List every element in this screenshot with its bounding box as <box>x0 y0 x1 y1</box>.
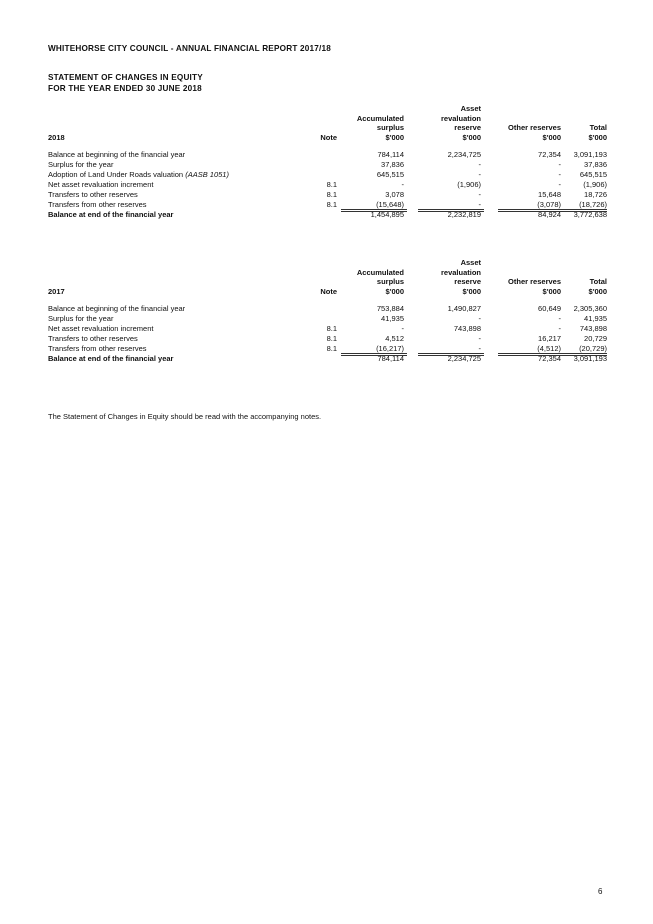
col-header: Total <box>589 123 607 132</box>
row-value: 60,649 <box>538 304 561 313</box>
row-label: Transfers from other reserves <box>48 344 147 353</box>
row-value: 2,305,360 <box>573 304 607 313</box>
row-note: 8.1 <box>326 200 337 209</box>
row-value: 3,091,193 <box>573 150 607 159</box>
footnote: The Statement of Changes in Equity should be read with the accompanying notes. <box>48 412 322 421</box>
row-note: 8.1 <box>326 180 337 189</box>
row-value: - <box>478 170 481 179</box>
row-value: 784,114 <box>377 150 404 159</box>
col-header: Asset <box>460 104 481 113</box>
table-row <box>48 170 607 180</box>
row-value: 72,354 <box>538 150 561 159</box>
table-row <box>48 160 607 170</box>
row-value: - <box>478 334 481 343</box>
row-value: - <box>558 324 561 333</box>
equity-table-2018 <box>48 104 607 220</box>
total-value: 3,772,638 <box>573 210 607 219</box>
row-value: 4,512 <box>385 334 404 343</box>
col-header: Total <box>589 277 607 286</box>
total-label: Balance at end of the financial year <box>48 210 174 219</box>
row-label-suffix: (AASB 1051) <box>185 170 229 179</box>
unit-header: $'000 <box>588 132 607 142</box>
row-value: 20,729 <box>584 334 607 343</box>
row-value: (20,729) <box>579 344 607 353</box>
unit-header: $'000 <box>385 132 404 142</box>
unit-header: $'000 <box>462 286 481 296</box>
total-value: 2,234,725 <box>447 354 481 363</box>
row-note: 8.1 <box>326 324 337 333</box>
unit-header: $'000 <box>385 286 404 296</box>
row-value: - <box>558 314 561 323</box>
row-value: - <box>478 314 481 323</box>
header-row <box>48 104 607 114</box>
row-label: Transfers from other reserves <box>48 200 147 209</box>
row-value: 37,836 <box>381 160 404 169</box>
row-value: (4,512) <box>537 344 561 353</box>
note-header: Note <box>320 286 337 296</box>
header-row <box>48 258 607 268</box>
total-row <box>48 210 607 220</box>
row-value: (18,726) <box>579 200 607 209</box>
row-value: - <box>558 180 561 189</box>
row-value: 37,836 <box>584 160 607 169</box>
row-value: 1,490,827 <box>447 304 481 313</box>
row-note: 8.1 <box>326 344 337 353</box>
total-value: 3,091,193 <box>573 354 607 363</box>
row-value: - <box>478 344 481 353</box>
unit-header: $'000 <box>462 132 481 142</box>
col-header: Accumulated <box>356 113 404 123</box>
col-header: reserve <box>454 123 481 132</box>
total-value: 1,454,895 <box>370 210 404 219</box>
row-label: Surplus for the year <box>48 160 114 169</box>
row-value: 18,726 <box>584 190 607 199</box>
row-value: (16,217) <box>376 344 404 353</box>
unit-header: $'000 <box>588 286 607 296</box>
row-label: Net asset revaluation increment <box>48 180 154 189</box>
statement-period: FOR THE YEAR ENDED 30 JUNE 2018 <box>48 84 202 93</box>
page-number: 6 <box>598 887 603 896</box>
row-value: - <box>401 324 404 333</box>
row-value: (3,078) <box>537 200 561 209</box>
row-note: 8.1 <box>326 190 337 199</box>
row-value: 41,935 <box>381 314 404 323</box>
header-row <box>48 277 607 287</box>
total-value: 784,114 <box>377 354 404 363</box>
equity-table-2017 <box>48 258 607 364</box>
col-header: revaluation <box>440 113 481 123</box>
total-value: 84,924 <box>538 210 561 219</box>
col-header: Accumulated <box>356 267 404 277</box>
row-value: (1,906) <box>457 180 481 189</box>
row-value: 3,078 <box>385 190 404 199</box>
col-header: surplus <box>376 277 404 286</box>
row-label: Net asset revaluation increment <box>48 324 154 333</box>
year-label: 2018 <box>48 132 65 142</box>
unit-header: $'000 <box>542 286 561 296</box>
row-label: Transfers to other reserves <box>48 334 138 343</box>
year-label: 2017 <box>48 286 65 296</box>
row-value: - <box>401 180 404 189</box>
row-value: 16,217 <box>538 334 561 343</box>
unit-header: $'000 <box>542 132 561 142</box>
total-row <box>48 354 607 364</box>
note-header: Note <box>320 132 337 142</box>
col-header: Other reserves <box>508 123 561 132</box>
row-value: 2,234,725 <box>447 150 481 159</box>
row-value: - <box>558 160 561 169</box>
row-value: (15,648) <box>376 200 404 209</box>
row-value: (1,906) <box>583 180 607 189</box>
header-row <box>48 287 607 297</box>
row-value: - <box>478 190 481 199</box>
row-label: Surplus for the year <box>48 314 114 323</box>
total-value: 2,232,819 <box>447 210 481 219</box>
row-value: - <box>478 160 481 169</box>
table-row <box>48 324 607 334</box>
col-header: Asset <box>460 258 481 267</box>
header-row <box>48 268 607 278</box>
table-row <box>48 150 607 160</box>
report-title: WHITEHORSE CITY COUNCIL - ANNUAL FINANCIAL REPORT 2017/18 <box>48 44 331 53</box>
row-label: Balance at beginning of the financial year <box>48 150 186 159</box>
row-value: 15,648 <box>538 190 561 199</box>
table-row <box>48 314 607 324</box>
row-value: - <box>478 200 481 209</box>
row-value: 743,898 <box>453 324 481 333</box>
table-row <box>48 190 607 200</box>
row-value: 41,935 <box>584 314 607 323</box>
table-row <box>48 180 607 190</box>
col-header: Other reserves <box>508 277 561 286</box>
total-value: 72,354 <box>538 354 561 363</box>
header-row <box>48 123 607 133</box>
row-value: 753,884 <box>376 304 404 313</box>
row-label: Balance at beginning of the financial year <box>48 304 186 313</box>
row-value: 645,515 <box>376 170 404 179</box>
row-value: 743,898 <box>579 324 607 333</box>
col-header: surplus <box>376 123 404 132</box>
total-label: Balance at end of the financial year <box>48 354 174 363</box>
row-label: Adoption of Land Under Roads valuation (AASB 1051) <box>48 170 229 179</box>
col-header: revaluation <box>440 267 481 277</box>
row-value: 645,515 <box>579 170 607 179</box>
header-row <box>48 114 607 124</box>
header-row <box>48 133 607 143</box>
row-note: 8.1 <box>326 334 337 343</box>
table-row <box>48 304 607 314</box>
table-row <box>48 334 607 344</box>
col-header: reserve <box>454 277 481 286</box>
row-label: Transfers to other reserves <box>48 190 138 199</box>
statement-title: STATEMENT OF CHANGES IN EQUITY <box>48 73 203 82</box>
row-value: - <box>558 170 561 179</box>
